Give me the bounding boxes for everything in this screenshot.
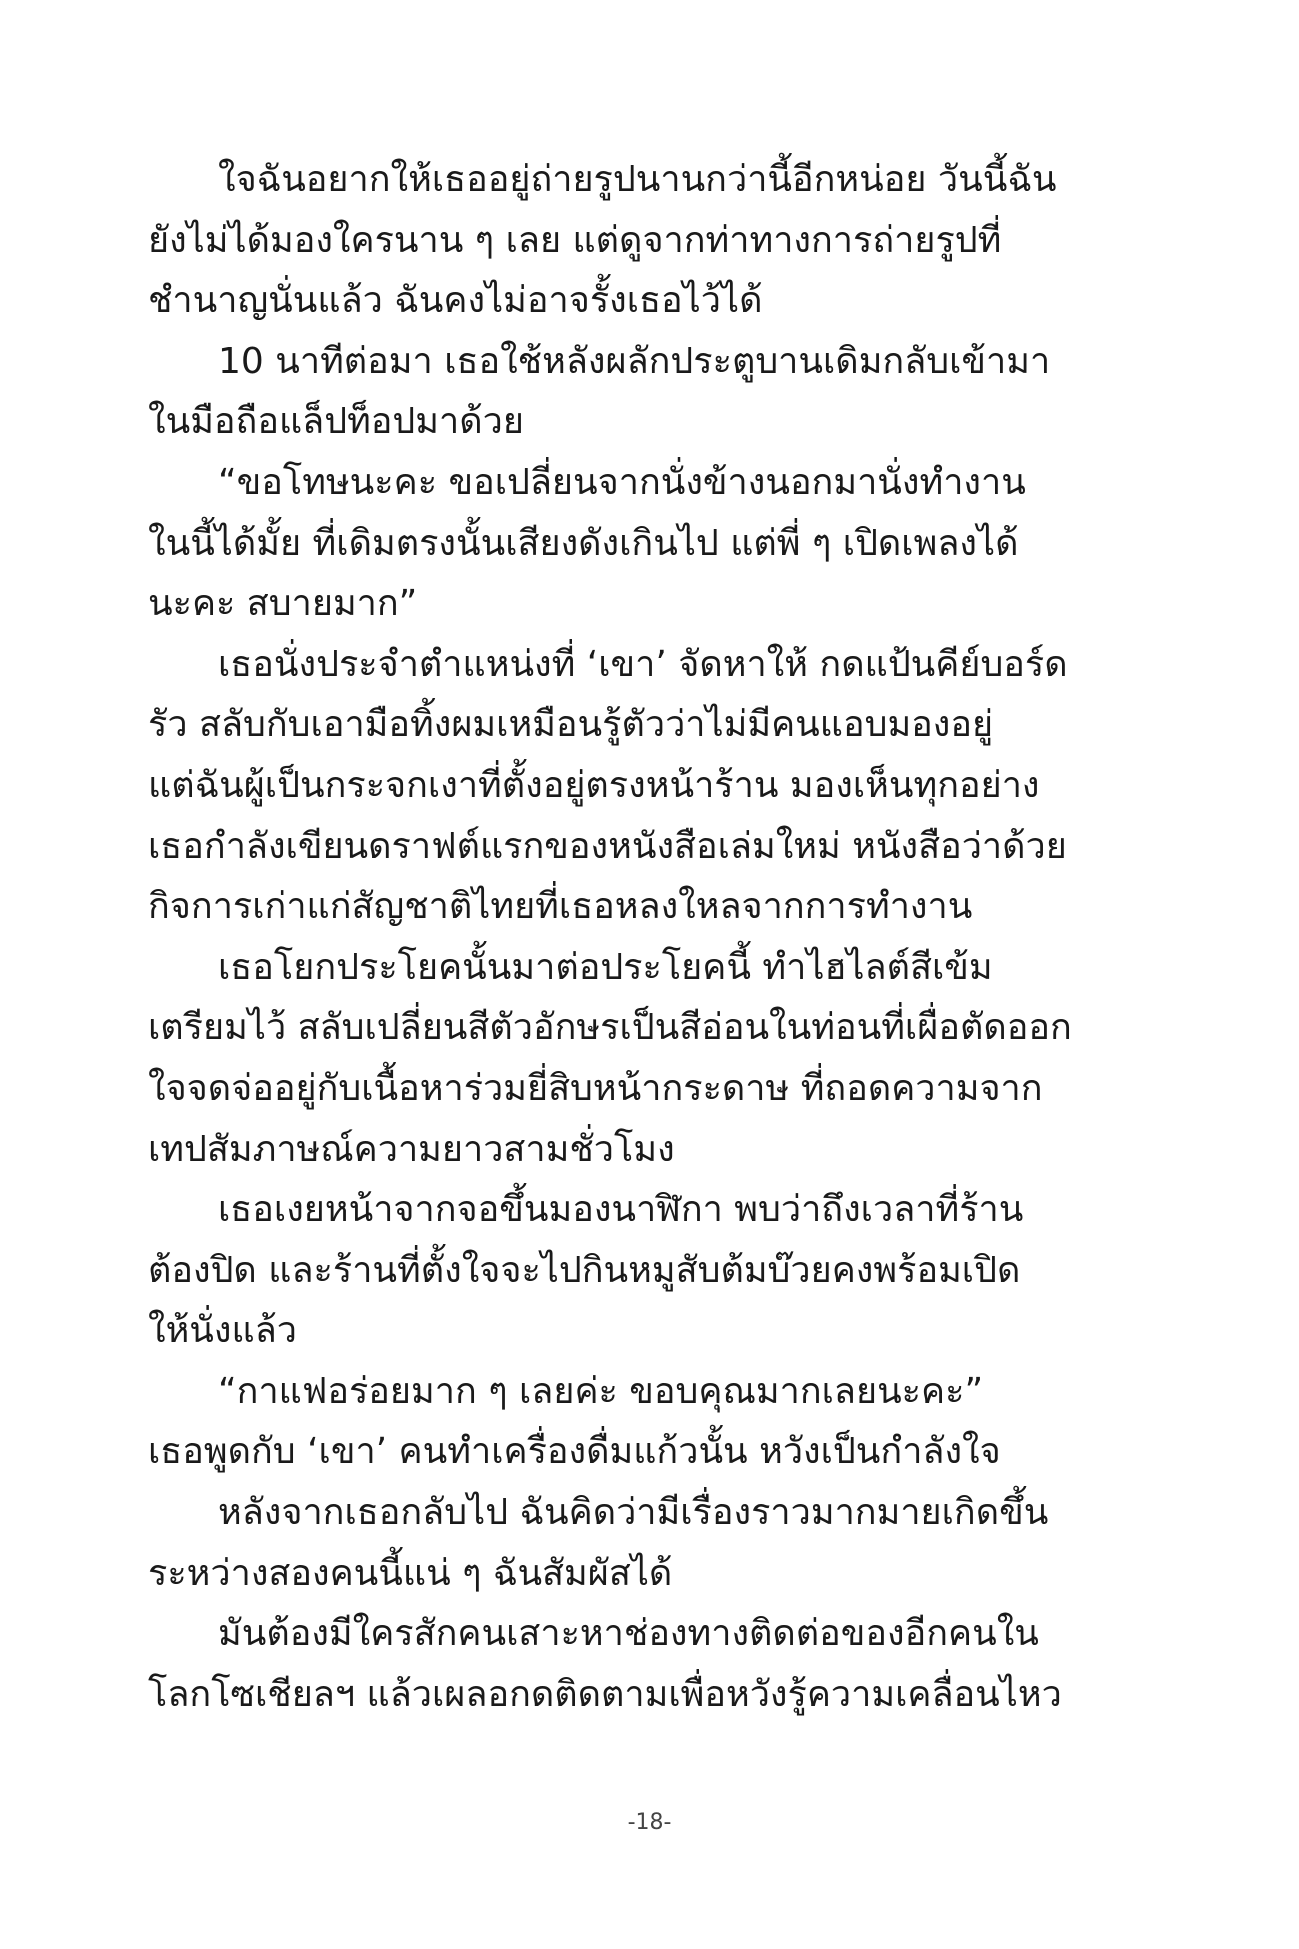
paragraph bbox=[148, 150, 1148, 332]
paragraph bbox=[148, 938, 1148, 1180]
paragraph bbox=[148, 1483, 1148, 1604]
page-number: -18- bbox=[627, 1810, 672, 1835]
paragraph bbox=[148, 1362, 1148, 1483]
text-line: ในมือถือแล็ปท็อปมาด้วย bbox=[148, 401, 524, 443]
text-line: 10 นาทีต่อมา เธอใช้หลังผลักประตูบานเดิมกลับเข้ามา bbox=[218, 340, 1051, 382]
paragraph bbox=[148, 1604, 1148, 1725]
text-line: มันต้องมีใครสักคนเสาะหาช่องทางติดต่อของอีกคนใน bbox=[218, 1613, 1039, 1655]
text-line: ให้นั่งแล้ว bbox=[148, 1310, 297, 1352]
text-line: ระหว่างสองคนนี้แน่ ๆ ฉันสัมผัสได้ bbox=[148, 1552, 673, 1594]
text-line: ใจฉันอยากให้เธออยู่ถ่ายรูปนานกว่านี้อีกหน่อย วันนี้ฉัน bbox=[218, 159, 1057, 200]
paragraph bbox=[148, 332, 1148, 453]
paragraph bbox=[148, 453, 1148, 635]
text-line: เธอนั่งประจำตำแหน่งที่ ‘เขา’ จัดหาให้ กดแป้นคีย์บอร์ด bbox=[218, 643, 1068, 685]
paragraph bbox=[148, 1180, 1148, 1362]
text-line: เธอเงยหน้าจากจอขึ้นมองนาฬิกา พบว่าถึงเวลาที่ร้าน bbox=[218, 1189, 1024, 1231]
text-line: ยังไม่ได้มองใครนาน ๆ เลย แต่ดูจากท่าทางการถ่ายรูปที่ bbox=[148, 219, 1002, 261]
text-line: นะคะ สบายมาก” bbox=[148, 583, 418, 625]
text-line: โลกโซเชียลฯ แล้วเผลอกดติดตามเพื่อหวังรู้ความเคลื่อนไหว bbox=[148, 1673, 1062, 1715]
text-line: “ขอโทษนะคะ ขอเปลี่ยนจากนั่งข้างนอกมานั่งทำงาน bbox=[218, 461, 1026, 503]
text-line: เธอโยกประโยคนั้นมาต่อประโยคนี้ ทำไฮไลต์สีเข้ม bbox=[218, 946, 993, 988]
text-line: ต้องปิด และร้านที่ตั้งใจจะไปกินหมูสับต้มบ๊วยคงพร้อมเปิด bbox=[148, 1249, 1021, 1291]
paragraph bbox=[148, 635, 1148, 938]
text-line: แต่ฉันผู้เป็นกระจกเงาที่ตั้งอยู่ตรงหน้าร้าน มองเห็นทุกอย่าง bbox=[148, 764, 1040, 806]
text-line: หลังจากเธอกลับไป ฉันคิดว่ามีเรื่องราวมากมายเกิดขึ้น bbox=[218, 1492, 1049, 1534]
text-line: เทปสัมภาษณ์ความยาวสามชั่วโมง bbox=[148, 1128, 675, 1170]
text-line: ชำนาญนั่นแล้ว ฉันคงไม่อาจรั้งเธอไว้ได้ bbox=[148, 280, 763, 322]
text-line: เธอพูดกับ ‘เขา’ คนทำเครื่องดื่มแก้วนั้น หวังเป็นกำลังใจ bbox=[148, 1431, 1001, 1473]
text-line: กิจการเก่าแก่สัญชาติไทยที่เธอหลงใหลจากการทำงาน bbox=[148, 886, 973, 928]
text-line: “กาแฟอร่อยมาก ๆ เลยค่ะ ขอบคุณมากเลยนะคะ” bbox=[218, 1370, 984, 1412]
body-text bbox=[148, 150, 1148, 1725]
text-line: เธอกำลังเขียนดราฟต์แรกของหนังสือเล่มใหม่ หนังสือว่าด้วย bbox=[148, 825, 1067, 867]
text-line: ในนี้ได้มั้ย ที่เดิมตรงนั้นเสียงดังเกินไป แต่พี่ ๆ เปิดเพลงได้ bbox=[148, 522, 1019, 564]
text-line: ใจจดจ่ออยู่กับเนื้อหาร่วมยี่สิบหน้ากระดาษ ที่ถอดความจาก bbox=[148, 1067, 1043, 1109]
text-line: เตรียมไว้ สลับเปลี่ยนสีตัวอักษรเป็นสีอ่อนในท่อนที่เผื่อตัดออก bbox=[148, 1007, 1072, 1049]
text-line: รัว สลับกับเอามือทิ้งผมเหมือนรู้ตัวว่าไม่มีคนแอบมองอยู่ bbox=[148, 704, 994, 746]
